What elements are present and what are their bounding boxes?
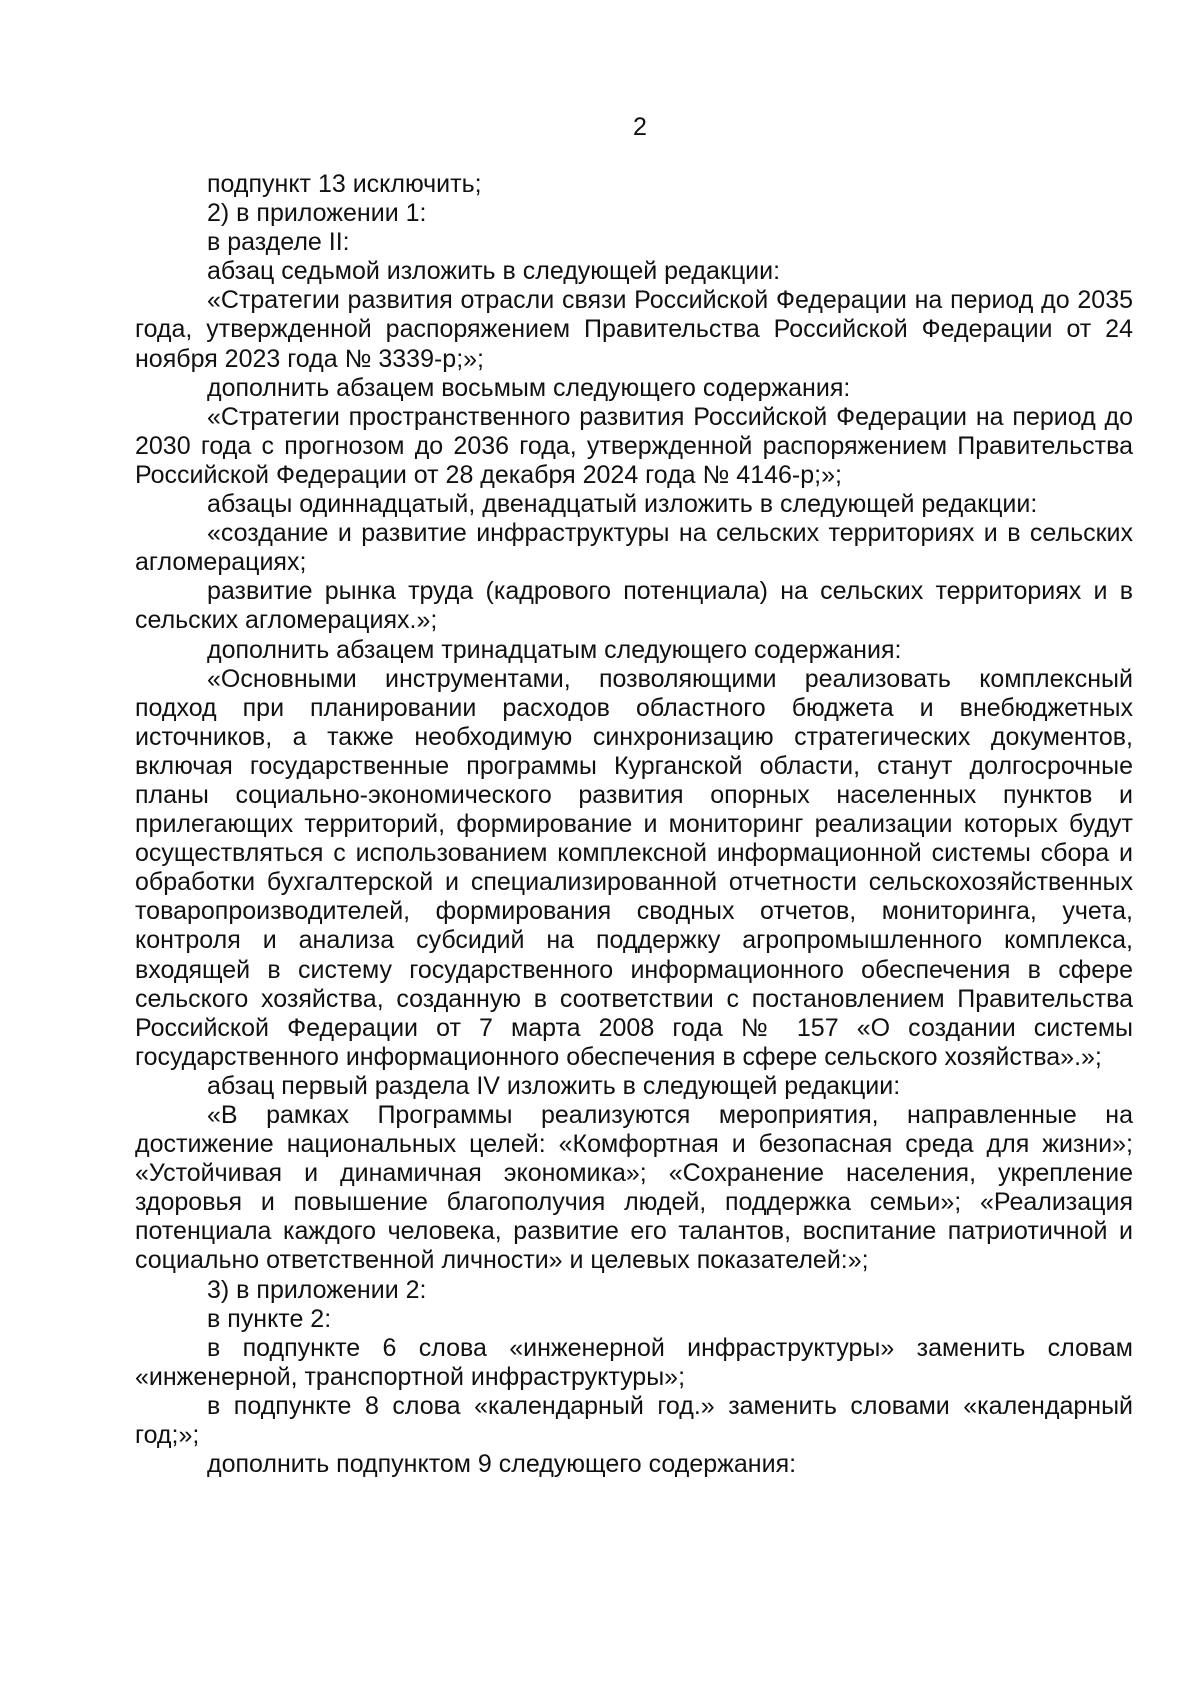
paragraph-appendix-1: 2) в приложении 1: <box>207 199 427 228</box>
paragraph-national-goals: «В рамках Программы реализуются мероприятия, направленные на достижение национальных целей: «Комфортная и безопасная среда для жизни»; «Устойчивая и динамичная экономика»; «Сохранение населения, укрепление здоровья и повышение благополучия людей, поддержка семьи»; «Реализация потенциала каждого человека, развитие его талантов, воспитание патриотичной и социально ответственной личности» и целевых показателей:»; <box>135 1101 1133 1275</box>
paragraph-infrastructure: «создание и развитие инфраструктуры на сельских территориях и в сельских агломерациях; <box>135 519 1133 577</box>
paragraph-point-2: в пункте 2: <box>207 1304 332 1333</box>
paragraph-main-instruments: «Основными инструментами, позволяющими реализовать комплексный подход при планировании расходов областного бюджета и внебюджетных источников, а также необходимую синхронизацию стратегических документов, включая государственные программы Курганской области, станут долгосрочные планы социально-экономического развития опорных населенных пунктов и прилегающих территорий, формирование и мониторинг реализации которых будут осуществляться с использованием комплексной информационной системы сбора и обработки бухгалтерской и специализированной отчетности сельскохозяйственных товаропроизводителей, формирования сводных отчетов, мониторинга, учета, контроля и анализа субсидий на поддержку агропромышленного комплекса, входящей в систему государственного информационного обеспечения в сфере сельского хозяйства, созданную в соответствии с постановлением Правительства Российской Федерации от 7 марта 2008 года № 157 «О создании системы государственного информационного обеспечения в сфере сельского хозяйства».»; <box>135 664 1133 1071</box>
paragraph-labor-market: развитие рынка труда (кадрового потенциала) на сельских территориях и в сельских агломерациях.»; <box>135 577 1133 635</box>
paragraph-eleventh-twelfth-edit: абзацы одиннадцатый, двенадцатый изложить в следующей редакции: <box>207 490 1038 519</box>
paragraph-add-eighth-para: дополнить абзацем восьмым следующего содержания: <box>207 373 851 402</box>
paragraph-appendix-2: 3) в приложении 2: <box>207 1275 427 1304</box>
paragraph-section-4-first-edit: абзац первый раздела IV изложить в следующей редакции: <box>207 1071 901 1100</box>
paragraph-subpoint-13-exclude: подпункт 13 исключить; <box>207 170 482 198</box>
paragraph-seventh-para-edit: абзац седьмой изложить в следующей редакции: <box>207 257 781 286</box>
paragraph-communications-strategy: «Стратегии развития отрасли связи Российской Федерации на период до 2035 года, утвержденной распоряжением Правительства Российской Федерации от 24 ноября 2023 года № 3339-р;»; <box>135 286 1133 373</box>
paragraph-section-2: в разделе II: <box>207 228 350 257</box>
paragraph-subpoint-6-replace: в подпункте 6 слова «инженерной инфраструктуры» заменить словам «инженерной, транспортной инфраструктуры»; <box>135 1333 1133 1391</box>
page-number: 2 <box>633 113 647 141</box>
paragraph-add-subpoint-9: дополнить подпунктом 9 следующего содержания: <box>207 1450 797 1479</box>
paragraph-subpoint-8-replace: в подпункте 8 слова «календарный год.» заменить словами «календарный год;»; <box>135 1391 1133 1450</box>
paragraph-add-thirteenth-para: дополнить абзацем тринадцатым следующего содержания: <box>207 635 902 664</box>
document-body <box>135 170 1133 1479</box>
paragraph-spatial-strategy: «Стратегии пространственного развития Российской Федерации на период до 2030 года с прогнозом до 2036 года, утвержденной распоряжением Правительства Российской Федерации от 28 декабря 2024 года № 4146-р;»; <box>135 402 1133 489</box>
